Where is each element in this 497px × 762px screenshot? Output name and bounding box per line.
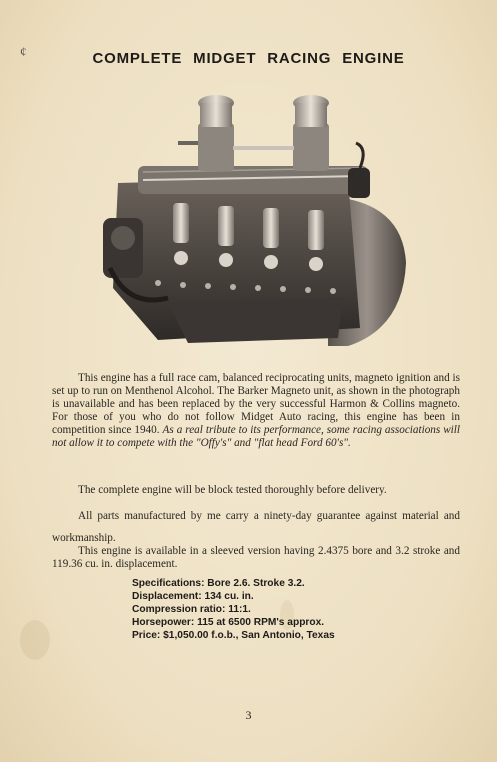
- spec-line: Compression ratio: 11:1.: [132, 604, 251, 615]
- description-paragraph: [52, 372, 460, 450]
- guarantee-paragraph: All parts manufactured by me carry a ninety-day guarantee against material and workmanship.: [52, 510, 460, 544]
- description-text: This engine has a full race cam, balanced reciprocating units, magneto ignition and is set up to run on Menthenol Alcohol. The Barker Magneto unit, as shown in the photograph is unavailable and has been replaced by the very successful Harmon & Collins magneto. For those of you who do not follow Midget Auto racing, this engine has been in competition since 1940.: [52, 372, 460, 436]
- engine-photo: [98, 88, 408, 350]
- description-italic-text: As a real tribute to its performance, some racing associations will not allow it to compete with the "Offy's" and "flat head Ford 60's".: [52, 424, 461, 449]
- spec-line: Specifications: Bore 2.6. Stroke 3.2.: [132, 578, 305, 589]
- spec-line: Displacement: 134 cu. in.: [132, 591, 254, 602]
- page-title: COMPLETE MIDGET RACING ENGINE: [92, 50, 405, 67]
- paper-stain: [20, 620, 50, 660]
- spec-line: Price: $1,050.00 f.o.b., San Antonio, Texas: [132, 630, 335, 641]
- corner-mark: ¢: [20, 44, 27, 59]
- page-number: 3: [245, 708, 252, 722]
- specifications-block: [132, 577, 335, 642]
- sleeved-version-paragraph: This engine is available in a sleeved version having 2.4375 bore and 3.2 stroke and 119.36 cu. in. displacement.: [52, 545, 460, 570]
- block-test-paragraph: The complete engine will be block tested thoroughly before delivery.: [78, 484, 387, 496]
- spec-line: Horsepower: 115 at 6500 RPM's approx.: [132, 617, 325, 628]
